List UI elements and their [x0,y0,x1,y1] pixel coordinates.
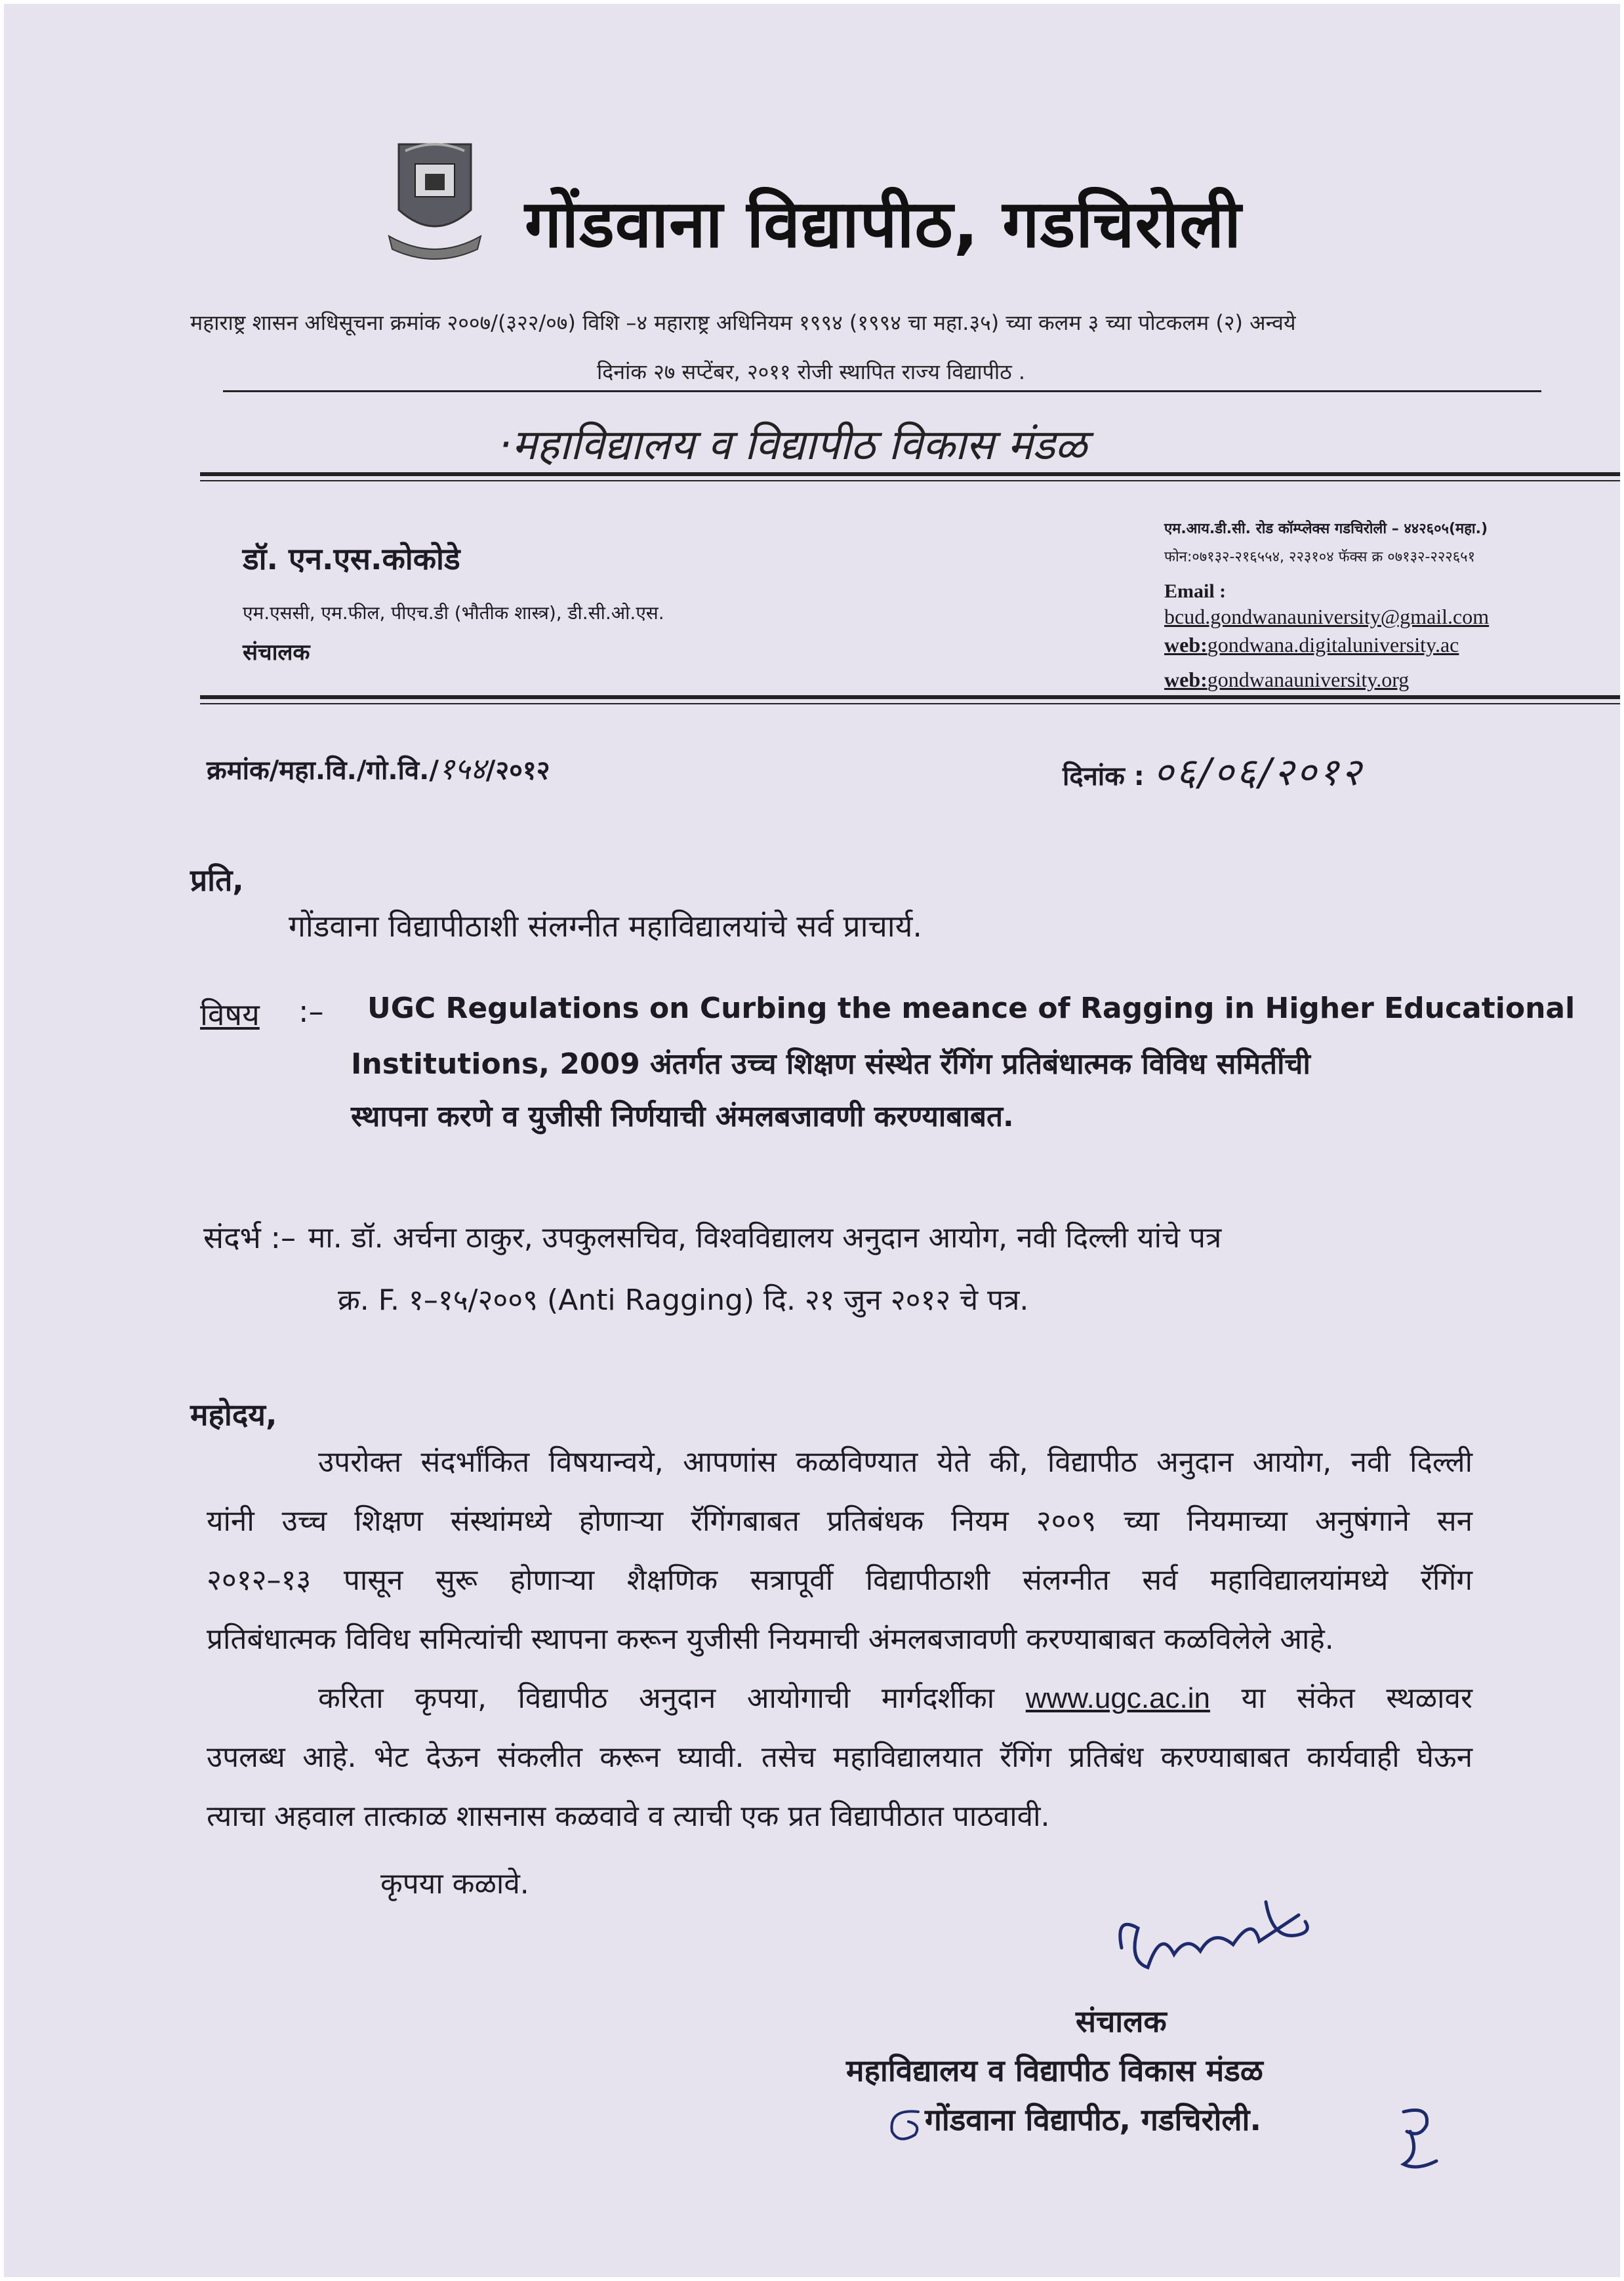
email-link[interactable]: bcud.gondwanauniversity@gmail.com [1164,605,1490,628]
subject-line-3: स्थापना करणे व युजीसी निर्णयाची अंमलबजावणी करण्याबाबत. [351,1100,1014,1133]
paragraph-1-line-2: यांनी उच्च शिक्षण संस्थांमध्ये होणाऱ्या रॅगिंगबाबत प्रतिबंधक नियम २००९ च्या नियमाच्या अनुषंगाने सन [207,1504,1472,1538]
contact-address: एम.आय.डी.सी. रोड कॉम्प्लेक्स गडचिरोली – ४४२६०५(महा.) [1164,521,1488,537]
date-label: दिनांक : [1063,761,1145,792]
date-value: ०६/०६/२०१२ [1153,750,1364,794]
reference-number-prefix: क्रमांक/महा.वि./गो.वि./ [207,756,439,786]
department-title: ·महाविद्यालय व विद्यापीठ विकास मंडळ [498,421,1087,470]
web-label-1: web: [1164,633,1208,656]
subject-separator: :– [298,994,324,1029]
signatory-role: संचालक [1076,2004,1167,2039]
notification-line-1: महाराष्ट्र शासन अधिसूचना क्रमांक २००७/(३२२/०७) विशि –४ महाराष्ट्र अधिनियम १९९४ (१९९४ चा महा.३५) च्या कलम ३ च्या पोटकलम (२) अन्वये [190,310,1296,335]
reference-label: संदर्भ :– [203,1220,296,1255]
university-title: गोंडवाना विद्यापीठ, गडचिरोली [525,186,1242,262]
paragraph-1-line-1: उपरोक्त संदर्भांकित विषयान्वये, आपणांस कळविण्यात येते की, विद्यापीठ अनुदान आयोग, नवी दिल्ली [318,1445,1472,1479]
subject-label: विषय [200,997,260,1032]
contact-phone: फोन:०७१३२-२१६५५४, २२३१०४ फॅक्स क्र ०७१३२-२२२६५१ [1164,549,1476,565]
ugc-website-link[interactable]: www.ugc.ac.in [1025,1682,1211,1714]
notification-line-2: दिनांक २७ सप्टेंबर, २०११ रोजी स्थापित राज्य विद्यापीठ . [597,359,1026,384]
paragraph-2-text-a: करिता कृपया, विद्यापीठ अनुदान आयोगाची मार्गदर्शीका [318,1682,995,1715]
director-name: डॉ. एन.एस.कोकोडे [243,541,460,576]
subject-line-1: UGC Regulations on Curbing the meance of Ragging in Higher Educational [367,992,1575,1025]
addressee-label: प्रति, [190,862,244,898]
signatory-university: गोंडवाना विद्यापीठ, गडचिरोली. [925,2102,1261,2137]
reference-line-2: क्र. F. १–१५/२००९ (Anti Ragging) दि. २१ जुन २०१२ चे पत्र. [338,1283,1029,1317]
paragraph-1-line-4: प्रतिबंधात्मक विविध समित्यांची स्थापना करून युजीसी नियमाची अंमलबजावणी करण्याबाबत कळविलेले आहे. [207,1623,1334,1656]
web-label-2: web: [1164,668,1208,691]
reference-number-handwritten: १५४ [438,751,486,786]
director-qualifications: एम.एससी, एम.फील, पीएच.डी (भौतीक शास्त्र), डी.सी.ओ.एस. [243,602,664,624]
paragraph-2-line-3: त्याचा अहवाल तात्काळ शासनास कळवावे व त्याची एक प्रत विद्यापीठात पाठवावी. [207,1800,1050,1833]
paragraph-2-line-2: उपलब्ध आहे. भेट देऊन संकलीत करून घ्यावी. तसेच महाविद्यालयात रॅगिंग प्रतिबंध करण्याबाबत कार्यवाही घेऊन [207,1741,1472,1774]
paragraph-2-text-b: या संकेत स्थळावर [1241,1682,1472,1715]
closing-line: कृपया कळावे. [380,1867,529,1901]
website-1: gondwana.digitaluniversity.ac [1207,633,1459,656]
website-2: gondwanauniversity.org [1207,668,1410,691]
reference-line-1: मा. डॉ. अर्चना ठाकुर, उपकुलसचिव, विश्वविद्यालय अनुदान आयोग, नवी दिल्ली यांचे पत्र [308,1221,1222,1255]
salutation: महोदय, [190,1397,277,1432]
email-label: Email : [1164,580,1227,602]
reference-number-suffix: /२०१२ [485,756,550,786]
director-role: संचालक [243,639,310,666]
addressee-line: गोंडवाना विद्यापीठाशी संलग्नीत महाविद्यालयांचे सर्व प्राचार्य. [289,908,923,944]
subject-line-2: Institutions, 2009 अंतर्गत उच्च शिक्षण संस्थेत रॅगिंग प्रतिबंधात्मक विविध समितींची [351,1047,1310,1081]
signatory-department: महाविद्यालय व विद्यापीठ विकास मंडळ [846,2053,1263,2088]
paragraph-1-line-3: २०१२–१३ पासून सुरू होणाऱ्या शैक्षणिक सत्रापूर्वी विद्यापीठाशी संलग्नीत सर्व महाविद्यालयांमध्ये रॅगिंग [207,1564,1472,1597]
